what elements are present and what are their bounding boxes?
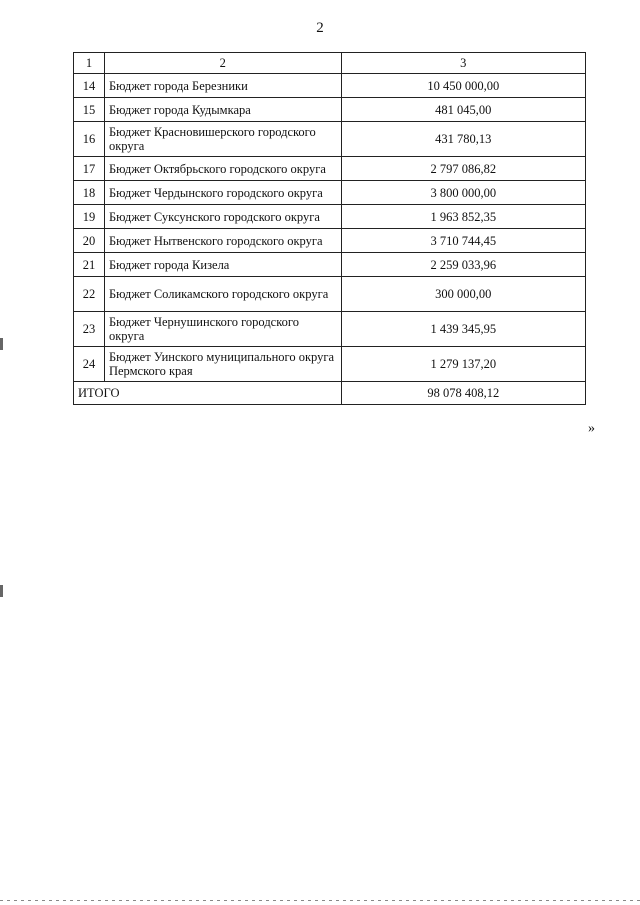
scan-bottom-edge <box>0 900 640 901</box>
budget-name: Бюджет города Березники <box>104 74 341 98</box>
row-number: 17 <box>74 157 105 181</box>
table-row <box>74 98 586 122</box>
budget-amount: 2 259 033,96 <box>341 253 585 277</box>
total-label: ИТОГО <box>74 382 342 405</box>
row-number: 21 <box>74 253 105 277</box>
table-row <box>74 157 586 181</box>
table-row <box>74 122 586 157</box>
budget-name: Бюджет Чернушинского городского округа <box>104 312 341 347</box>
table-total-row <box>74 382 586 405</box>
row-number: 22 <box>74 277 105 312</box>
total-amount: 98 078 408,12 <box>341 382 585 405</box>
row-number: 24 <box>74 347 105 382</box>
budget-amount: 1 439 345,95 <box>341 312 585 347</box>
table-row <box>74 253 586 277</box>
budget-amount: 3 710 744,45 <box>341 229 585 253</box>
budget-name: Бюджет Красновишерского городского округа <box>104 122 341 157</box>
scan-margin-mark <box>0 338 3 350</box>
table-row <box>74 347 586 382</box>
budget-allocation-table <box>73 52 586 405</box>
table-row <box>74 312 586 347</box>
table-row <box>74 277 586 312</box>
budget-amount: 10 450 000,00 <box>341 74 585 98</box>
column-header-name: 2 <box>104 53 341 74</box>
budget-amount: 2 797 086,82 <box>341 157 585 181</box>
column-header-amount: 3 <box>341 53 585 74</box>
table-header-row <box>74 53 586 74</box>
budget-amount: 3 800 000,00 <box>341 181 585 205</box>
scan-margin-mark <box>0 585 3 597</box>
budget-name: Бюджет Нытвенского городского округа <box>104 229 341 253</box>
closing-quote: » <box>588 421 595 436</box>
budget-name: Бюджет Чердынского городского округа <box>104 181 341 205</box>
row-number: 20 <box>74 229 105 253</box>
row-number: 15 <box>74 98 105 122</box>
budget-amount: 431 780,13 <box>341 122 585 157</box>
budget-amount: 481 045,00 <box>341 98 585 122</box>
row-number: 14 <box>74 74 105 98</box>
table-row <box>74 181 586 205</box>
table-row <box>74 205 586 229</box>
budget-name: Бюджет города Кизела <box>104 253 341 277</box>
budget-amount: 1 279 137,20 <box>341 347 585 382</box>
page-number: 2 <box>316 20 324 36</box>
row-number: 23 <box>74 312 105 347</box>
row-number: 16 <box>74 122 105 157</box>
row-number: 18 <box>74 181 105 205</box>
budget-name: Бюджет Октябрьского городского округа <box>104 157 341 181</box>
budget-name: Бюджет Суксунского городского округа <box>104 205 341 229</box>
row-number: 19 <box>74 205 105 229</box>
table-row <box>74 229 586 253</box>
budget-name: Бюджет Соликамского городского округа <box>104 277 341 312</box>
budget-amount: 1 963 852,35 <box>341 205 585 229</box>
budget-name: Бюджет города Кудымкара <box>104 98 341 122</box>
table-row <box>74 74 586 98</box>
budget-name: Бюджет Уинского муниципального округа Пермского края <box>104 347 341 382</box>
budget-amount: 300 000,00 <box>341 277 585 312</box>
column-header-number: 1 <box>74 53 105 74</box>
